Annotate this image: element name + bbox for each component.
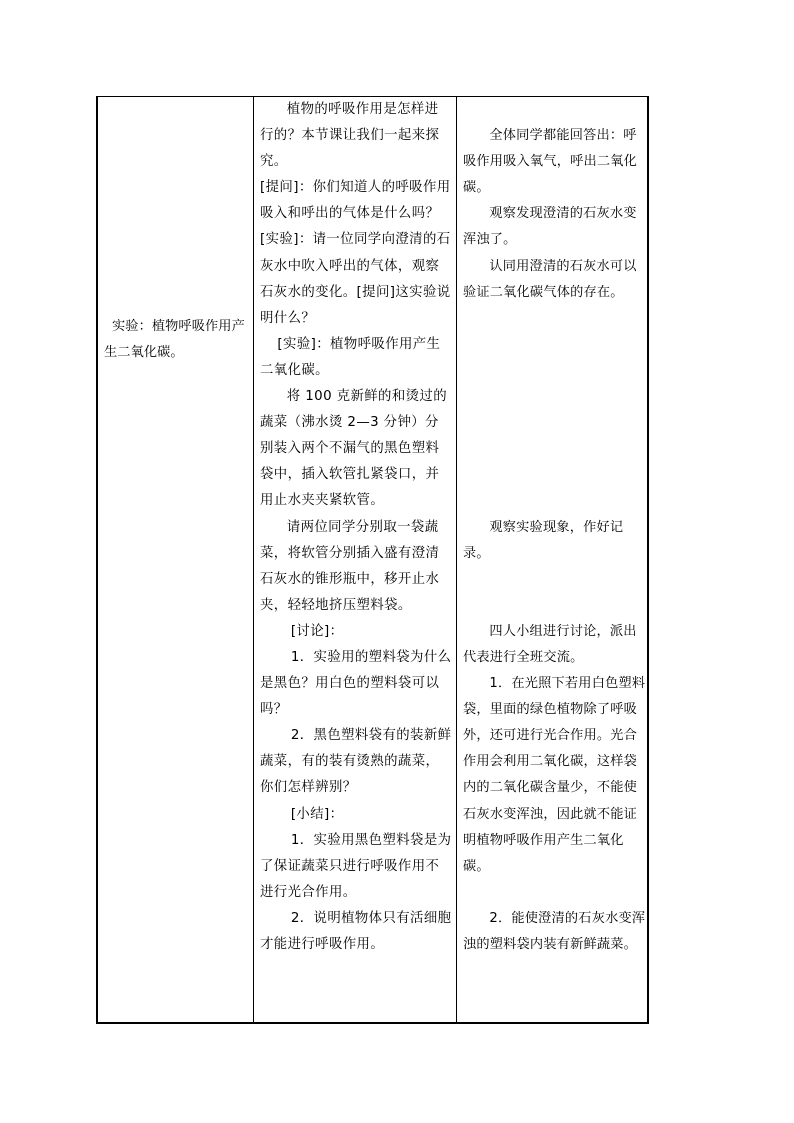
intro-paragraph: 植物的呼吸作用是怎样进行的？本节课让我们一起来探究。 <box>260 102 440 170</box>
discussion-heading: [讨论]： <box>290 623 344 639</box>
summary-point-2: 2．说明植物体只有活细胞才能进行呼吸作用。 <box>260 910 452 952</box>
activity-cell-text: 实验：植物呼吸作用产生二氧化碳。 <box>104 319 245 360</box>
student-observation-2: 观察实验现象，作好记录。 <box>463 519 624 561</box>
student-activity-column <box>457 97 648 1022</box>
summary-point-1: 1．实验用黑色塑料袋是为了保证蔬菜只进行呼吸作用不进行光合作用。 <box>260 832 452 900</box>
summary-heading: [小结]： <box>290 806 344 822</box>
lesson-table <box>96 96 649 1024</box>
procedure-paragraph-1: 将 100 克新鲜的和烫过的蔬菜（沸水烫 2—3 分钟）分别装入两个不漏气的黑色塑料袋中，插入软管扎紧袋口，并用止水夹夹紧软管。 <box>260 389 447 509</box>
experiment-heading: [实验]：植物呼吸作用产生二氧化碳。 <box>260 336 441 378</box>
procedure-paragraph-2: 请两位同学分别取一袋蔬菜，将软管分别插入盛有澄清石灰水的锥形瓶中，移开止水夹，轻轻地挤压塑料袋。 <box>260 519 440 613</box>
student-observation-1: 观察发现澄清的石灰水变浑浊了。 <box>463 206 637 248</box>
student-discussion: 四人小组进行讨论，派出代表进行全班交流。 <box>463 623 637 665</box>
question-paragraph: [提问]：你们知道人的呼吸作用吸入和呼出的气体是什么吗？[实验]：请一位同学向澄清的石灰水中吹入呼出的气体，观察石灰水的变化。[提问]这实验说明什么？ <box>260 180 451 326</box>
activity-column <box>98 97 254 1022</box>
student-answer-2: 1．在光照下若用白色塑料袋，里面的绿色植物除了呼吸外，还可进行光合作用。光合作用会利用二氧化碳，这样袋内的二氧化碳含量少，不能使石灰水变浑浊，因此就不能证明植物呼吸作用产生二氧化碳。 <box>463 676 646 874</box>
student-answer-3: 2．能使澄清的石灰水变浑浊的塑料袋内装有新鲜蔬菜。 <box>463 910 646 952</box>
teacher-activity-column <box>254 97 457 1022</box>
student-activity-cell <box>463 97 649 958</box>
teacher-activity-cell <box>260 97 452 958</box>
student-conclusion-1: 认同用澄清的石灰水可以验证二氧化碳气体的存在。 <box>463 258 637 300</box>
discussion-question-1: 1．实验用的塑料袋为什么是黑色？用白色的塑料袋可以吗？ <box>260 649 452 718</box>
discussion-question-2: 2．黑色塑料袋有的装新鲜蔬菜，有的装有烫熟的蔬菜，你们怎样辨别？ <box>260 728 452 796</box>
student-answer-1: 全体同学都能回答出：呼吸作用吸入氧气，呼出二氧化碳。 <box>463 128 638 196</box>
